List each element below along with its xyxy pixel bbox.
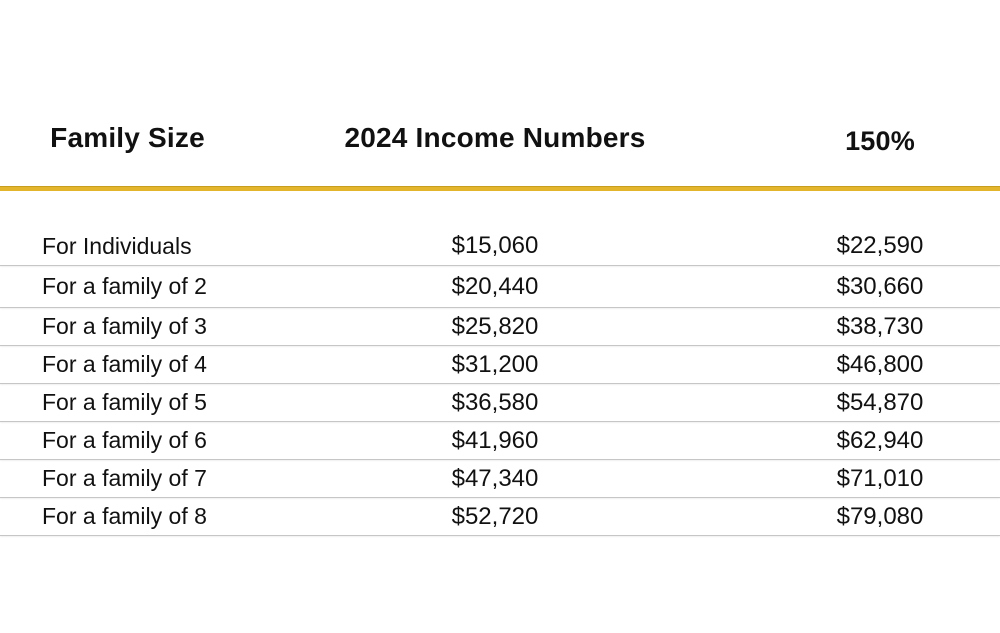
header-2024-income-numbers: 2024 Income Numbers <box>344 122 646 153</box>
table-row <box>0 498 1000 536</box>
row-label: For a family of 2 <box>42 273 207 299</box>
row-label: For Individuals <box>42 233 192 259</box>
table-row <box>0 346 1000 384</box>
row-150-percent-value: $22,590 <box>836 232 924 259</box>
table-row <box>0 384 1000 422</box>
row-label: For a family of 6 <box>42 427 207 453</box>
table-row <box>0 191 1000 266</box>
table-row <box>0 308 1000 346</box>
row-150-percent-value: $54,870 <box>836 388 924 416</box>
row-label: For a family of 5 <box>42 389 207 415</box>
row-label: For a family of 8 <box>42 503 207 529</box>
row-income-2024-value: $41,960 <box>451 426 539 454</box>
header-family-size: Family Size <box>50 122 205 153</box>
row-150-percent-value: $62,940 <box>836 426 924 454</box>
row-150-percent-value: $30,660 <box>836 272 924 300</box>
row-income-2024-value: $36,580 <box>451 388 539 416</box>
row-label: For a family of 4 <box>42 351 207 377</box>
table-header-row <box>0 112 1000 164</box>
row-150-percent-value: $71,010 <box>836 464 924 492</box>
row-income-2024-value: $25,820 <box>451 312 539 340</box>
row-income-2024-value: $31,200 <box>451 350 539 378</box>
table-row <box>0 460 1000 498</box>
row-income-2024-value: $15,060 <box>451 232 539 259</box>
row-label: For a family of 7 <box>42 465 207 491</box>
row-income-2024-value: $20,440 <box>451 272 539 300</box>
row-income-2024-value: $47,340 <box>451 464 539 492</box>
row-income-2024-value: $52,720 <box>451 502 539 530</box>
row-150-percent-value: $38,730 <box>836 312 924 340</box>
row-label: For a family of 3 <box>42 313 207 339</box>
row-150-percent-value: $46,800 <box>836 350 924 378</box>
table-row <box>0 422 1000 460</box>
header-150-percent: 150% <box>845 125 915 156</box>
row-150-percent-value: $79,080 <box>836 502 924 530</box>
table-body <box>0 191 1000 536</box>
table-row <box>0 266 1000 308</box>
